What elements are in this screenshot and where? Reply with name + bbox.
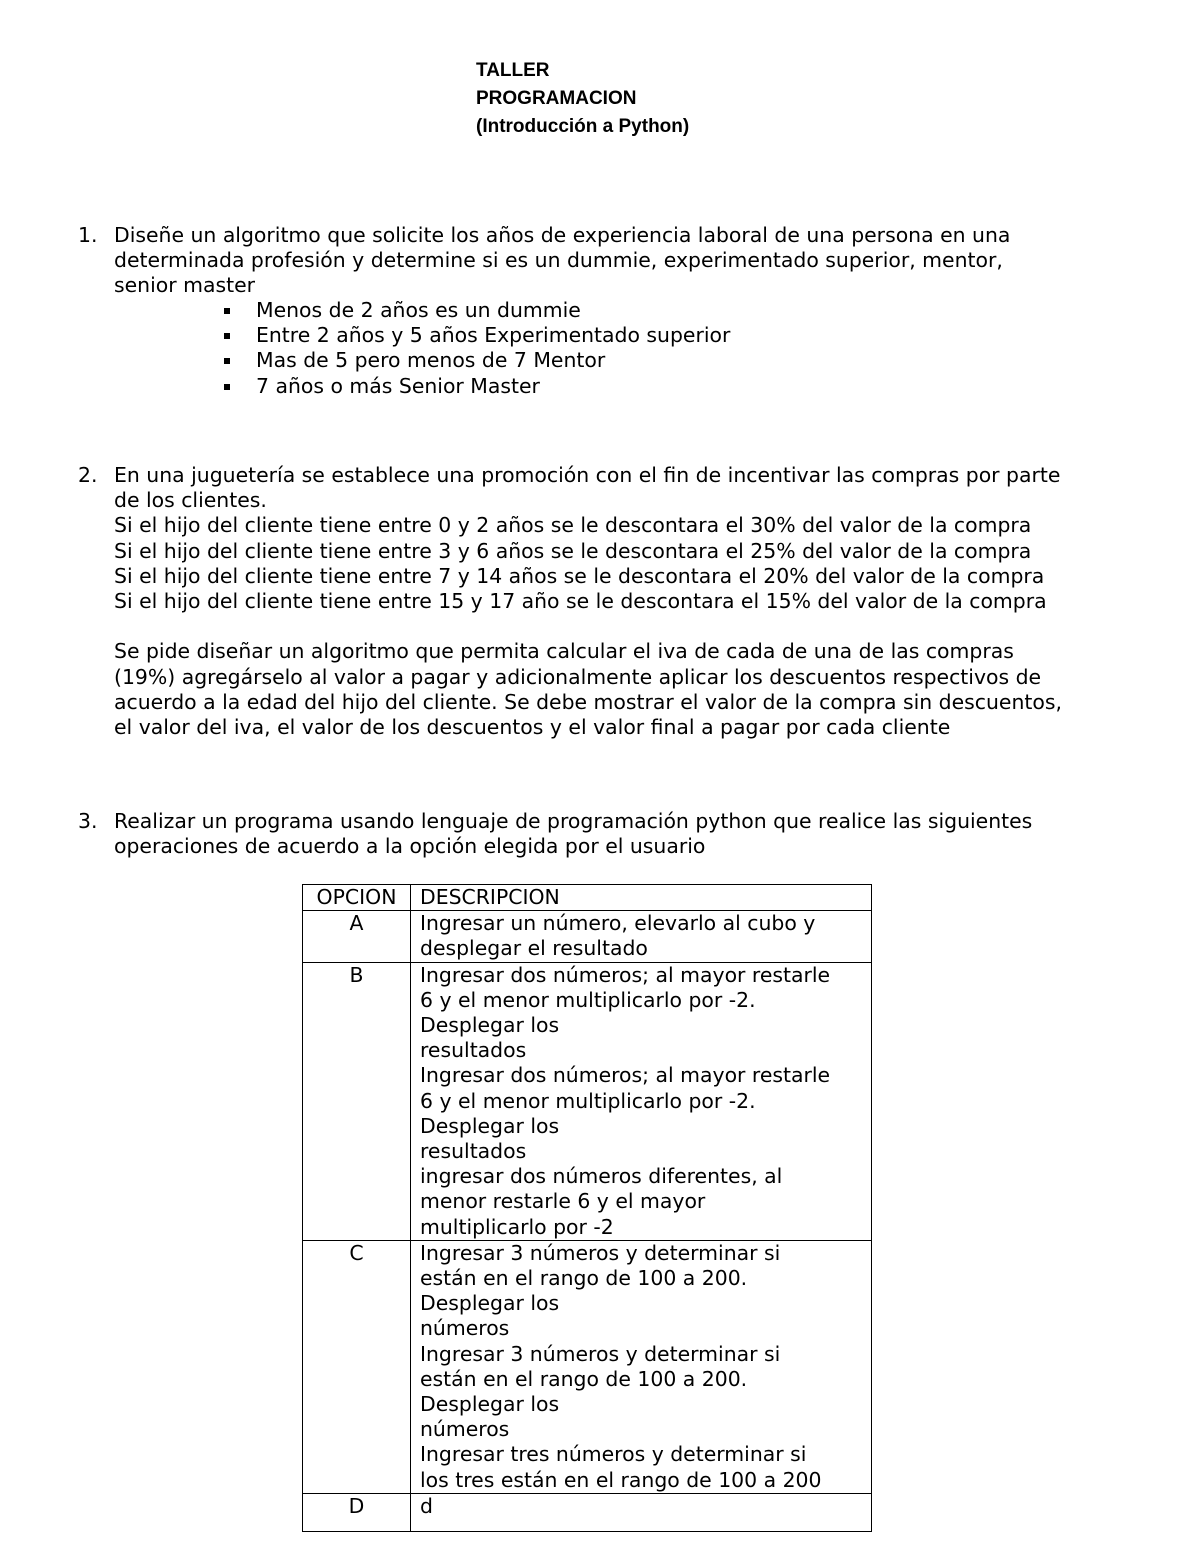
question-line: Realizar un programa usando lenguaje de programación python que realice las siguientes <box>114 809 1033 833</box>
table-row <box>303 1493 872 1531</box>
discount-rule: Si el hijo del cliente tiene entre 0 y 2 años se le descontara el 30% del valor de la compra <box>114 513 1032 538</box>
question-line: senior master <box>114 273 256 298</box>
question-line: determinada profesión y determine si es un dummie, experimentado superior, mentor, <box>114 248 1003 273</box>
description-cell: d <box>411 1493 872 1531</box>
square-bullet-icon <box>224 358 230 364</box>
question-line: En una juguetería se establece una promoción con el fin de incentivar las compras por parte <box>114 463 1061 487</box>
document-header <box>476 57 689 141</box>
question-line: Diseñe un algoritmo que solicite los años de experiencia laboral de una persona en una <box>114 223 1011 247</box>
column-header-option: OPCION <box>303 885 411 911</box>
description-cell: Ingresar un número, elevarlo al cubo y desplegar el resultado <box>411 911 872 962</box>
question-text <box>114 463 1062 740</box>
discount-rule: Si el hijo del cliente tiene entre 7 y 14 años se le descontara el 20% del valor de la compra <box>114 563 1045 588</box>
question-number: 2. <box>78 463 98 487</box>
discount-rule: Si el hijo del cliente tiene entre 15 y 17 año se le descontara el 15% del valor de la compra <box>114 589 1047 614</box>
table-header-row <box>303 885 872 911</box>
column-header-description: DESCRIPCION <box>411 885 872 911</box>
option-cell: B <box>303 962 411 1240</box>
square-bullet-icon <box>224 308 230 314</box>
description-cell: Ingresar dos números; al mayor restarle 6 y el menor multiplicarlo por -2. Desplegar los resultados Ingresar dos números; al mayor restarle 6 y el menor multiplicarlo por -2. Desplegar los resultados ingresar dos números diferentes, al menor restarle 6 y el mayor multiplicarlo por -2 <box>411 962 872 1240</box>
question-text <box>114 223 1010 299</box>
question-number: 1. <box>78 223 98 247</box>
header-subtitle: (Introducción a Python) <box>476 116 690 137</box>
discount-rule: Si el hijo del cliente tiene entre 3 y 6 años se le descontara el 25% del valor de la compra <box>114 538 1032 563</box>
option-cell: C <box>303 1240 411 1493</box>
question-line: operaciones de acuerdo a la opción elegida por el usuario <box>114 834 706 859</box>
header-title: TALLER <box>476 60 550 81</box>
square-bullet-icon <box>224 384 230 390</box>
options-table <box>302 884 872 1532</box>
question-line: (19%) agregárselo al valor a pagar y adicionalmente aplicar los descuentos respectivos de <box>114 664 1042 689</box>
description-cell: Ingresar 3 números y determinar si están en el rango de 100 a 200. Desplegar los números Ingresar 3 números y determinar si están en el rango de 100 a 200. Desplegar los números Ingresar tres números y determinar si los tres están en el rango de 100 a 200 <box>411 1240 872 1493</box>
question-line: Se pide diseñar un algoritmo que permita calcular el iva de cada de una de las compras <box>114 639 1014 664</box>
question-line: acuerdo a la edad del hijo del cliente. Se debe mostrar el valor de la compra sin descuentos, <box>114 689 1062 714</box>
question-line: el valor del iva, el valor de los descuentos y el valor final a pagar por cada cliente <box>114 715 951 740</box>
blank-line <box>114 614 1062 639</box>
option-cell: A <box>303 911 411 962</box>
table-row <box>303 1240 872 1493</box>
header-subject: PROGRAMACION <box>476 88 637 109</box>
question-text <box>114 809 1032 859</box>
question-line: de los clientes. <box>114 488 267 513</box>
table-row <box>303 962 872 1240</box>
option-cell: D <box>303 1493 411 1531</box>
question-number: 3. <box>78 809 98 833</box>
square-bullet-icon <box>224 333 230 339</box>
table-row <box>303 911 872 962</box>
